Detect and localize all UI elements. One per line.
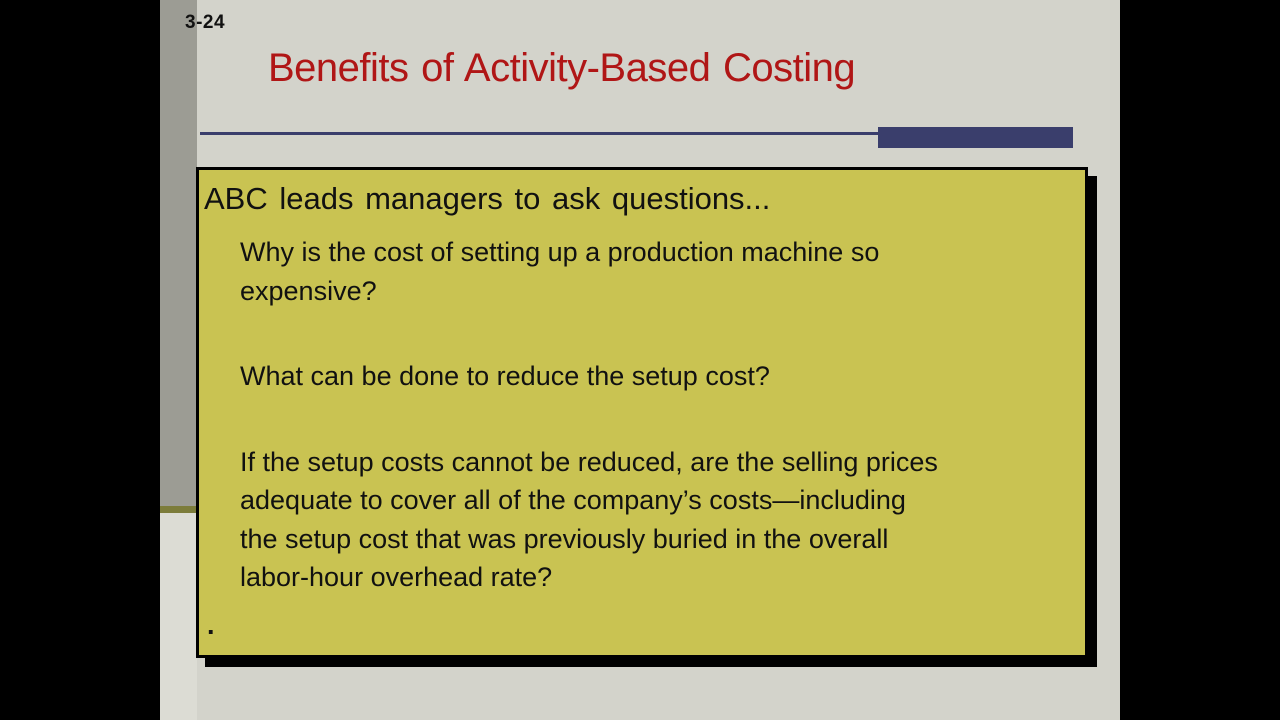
text-line: labor-hour overhead rate? bbox=[240, 562, 553, 592]
callout-heading: ABC leads managers to ask questions... bbox=[204, 181, 771, 216]
slide-title: Benefits of Activity-Based Costing bbox=[268, 46, 856, 90]
text-line: adequate to cover all of the company’s costs—including bbox=[240, 485, 906, 515]
text-line: If the setup costs cannot be reduced, are the selling prices bbox=[240, 446, 938, 477]
text-line: the setup cost that was previously buried in the overall bbox=[240, 523, 889, 554]
callout-paragraph-selling-prices bbox=[240, 443, 1077, 597]
callout-footer-dot: . bbox=[207, 609, 215, 640]
slide bbox=[160, 0, 1120, 720]
callout-box bbox=[196, 167, 1088, 658]
callout-paragraph-reduce-setup-cost bbox=[240, 357, 1077, 396]
slide-left-margin-strip bbox=[160, 0, 197, 720]
text-line: What can be done to reduce the setup cost? bbox=[240, 361, 770, 391]
text-line: Why is the cost of setting up a production machine so bbox=[240, 237, 880, 267]
callout-paragraph-why-setup-expensive bbox=[240, 233, 1077, 310]
strip-divider bbox=[160, 506, 197, 513]
strip-lower-segment bbox=[160, 513, 197, 720]
text-line: expensive? bbox=[240, 275, 377, 306]
title-accent-bar bbox=[878, 127, 1073, 148]
slide-number: 3-24 bbox=[185, 12, 226, 33]
strip-upper-segment bbox=[160, 0, 197, 506]
